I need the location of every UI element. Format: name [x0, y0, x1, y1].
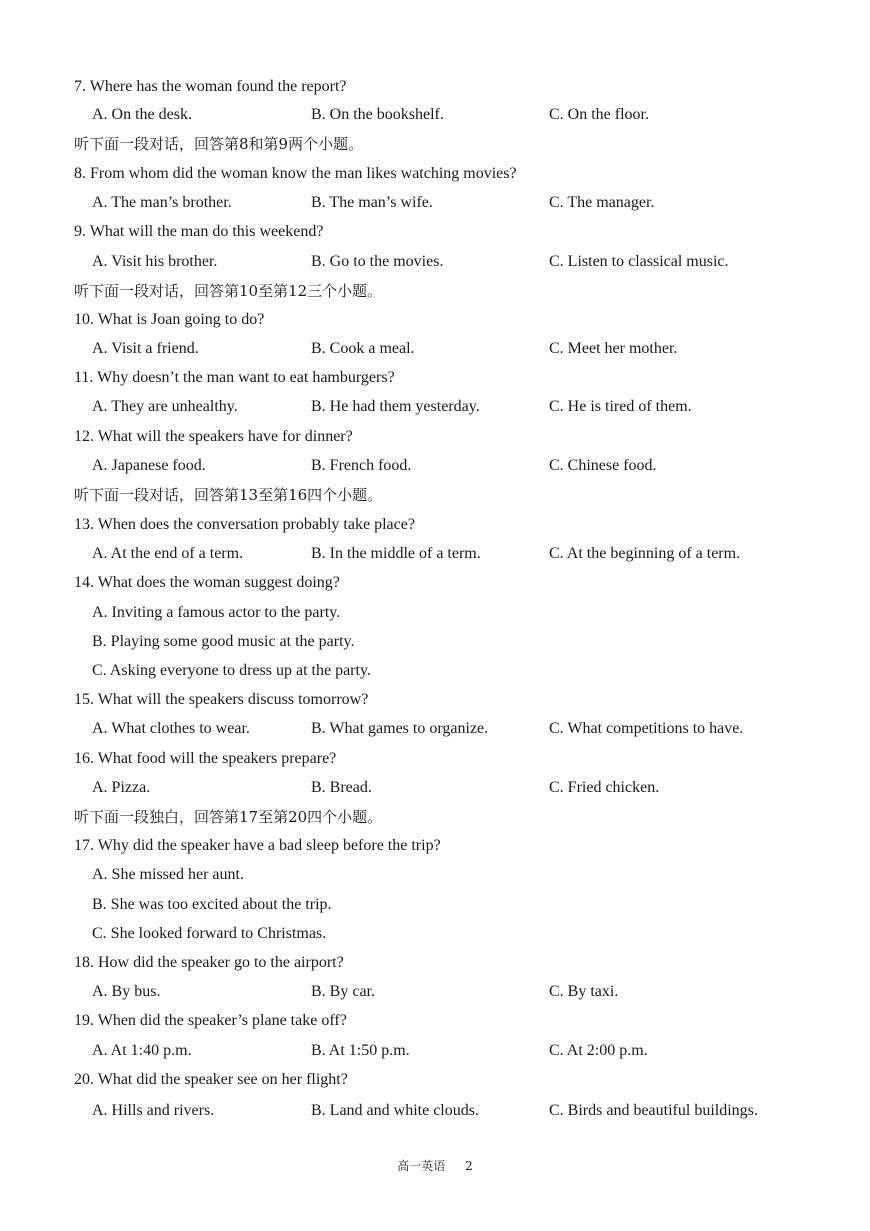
question-text: 7. Where has the woman found the report? — [74, 78, 347, 95]
answer-option-a: A. They are unhealthy. — [92, 398, 238, 415]
answer-option: A. She missed her aunt. — [92, 866, 244, 883]
answer-option-a: A. At 1:40 p.m. — [92, 1042, 192, 1059]
question-text: 9. What will the man do this weekend? — [74, 223, 324, 240]
section-instruction: 听下面一段对话，回答第13至第16四个小题。 — [74, 486, 383, 504]
section-instruction: 听下面一段对话，回答第10至第12三个小题。 — [74, 282, 383, 300]
answer-option-c: C. Fried chicken. — [549, 779, 660, 796]
question-text: 12. What will the speakers have for dinner? — [74, 428, 353, 445]
answer-option-b: B. French food. — [311, 457, 412, 474]
answer-option-a: A. The man’s brother. — [92, 194, 232, 211]
answer-option-a: A. Japanese food. — [92, 457, 206, 474]
question-text: 16. What food will the speakers prepare? — [74, 750, 337, 767]
footer-subject: 高一英语 — [397, 1159, 446, 1173]
question-text: 17. Why did the speaker have a bad sleep before the trip? — [74, 837, 441, 854]
footer-page-number: 2 — [465, 1159, 473, 1173]
answer-option-c: C. At the beginning of a term. — [549, 545, 741, 562]
question-text: 15. What will the speakers discuss tomorrow? — [74, 691, 369, 708]
answer-option-c: C. Chinese food. — [549, 457, 657, 474]
answer-option-b: B. Bread. — [311, 779, 372, 796]
answer-option-a: A. What clothes to wear. — [92, 720, 250, 737]
answer-option-b: B. On the bookshelf. — [311, 106, 444, 123]
answer-option-c: C. Meet her mother. — [549, 340, 678, 357]
question-text: 10. What is Joan going to do? — [74, 311, 265, 328]
answer-option-a: A. On the desk. — [92, 106, 192, 123]
section-instruction: 听下面一段独白，回答第17至第20四个小题。 — [74, 808, 383, 826]
section-instruction: 听下面一段对话，回答第8和第9两个小题。 — [74, 135, 364, 153]
answer-option-b: B. By car. — [311, 983, 375, 1000]
answer-option-c: C. The manager. — [549, 194, 655, 211]
question-text: 14. What does the woman suggest doing? — [74, 574, 340, 591]
page-footer — [0, 1157, 870, 1174]
answer-option-a: A. By bus. — [92, 983, 161, 1000]
answer-option: C. She looked forward to Christmas. — [92, 925, 327, 942]
question-text: 18. How did the speaker go to the airport? — [74, 954, 344, 971]
question-text: 11. Why doesn’t the man want to eat hamburgers? — [74, 369, 395, 386]
answer-option-b: B. Go to the movies. — [311, 253, 444, 270]
answer-option-b: B. He had them yesterday. — [311, 398, 480, 415]
answer-option-b: B. At 1:50 p.m. — [311, 1042, 410, 1059]
answer-option: B. She was too excited about the trip. — [92, 896, 332, 913]
answer-option-a: A. At the end of a term. — [92, 545, 244, 562]
answer-option-b: B. Land and white clouds. — [311, 1102, 479, 1119]
answer-option-b: B. In the middle of a term. — [311, 545, 481, 562]
answer-option-c: C. Birds and beautiful buildings. — [549, 1102, 758, 1119]
answer-option-a: A. Visit his brother. — [92, 253, 218, 270]
answer-option-b: B. What games to organize. — [311, 720, 489, 737]
answer-option: C. Asking everyone to dress up at the party. — [92, 662, 371, 679]
answer-option-c: C. Listen to classical music. — [549, 253, 729, 270]
answer-option: A. Inviting a famous actor to the party. — [92, 604, 341, 621]
answer-option-b: B. The man’s wife. — [311, 194, 433, 211]
question-text: 19. When did the speaker’s plane take off? — [74, 1012, 347, 1029]
question-text: 8. From whom did the woman know the man likes watching movies? — [74, 165, 517, 182]
answer-option-b: B. Cook a meal. — [311, 340, 415, 357]
answer-option-c: C. At 2:00 p.m. — [549, 1042, 648, 1059]
answer-option-c: C. He is tired of them. — [549, 398, 692, 415]
answer-option-a: A. Hills and rivers. — [92, 1102, 215, 1119]
question-text: 20. What did the speaker see on her flight? — [74, 1071, 348, 1088]
answer-option-a: A. Pizza. — [92, 779, 151, 796]
question-text: 13. When does the conversation probably take place? — [74, 516, 415, 533]
answer-option-c: C. By taxi. — [549, 983, 619, 1000]
answer-option-c: C. On the floor. — [549, 106, 649, 123]
answer-option-a: A. Visit a friend. — [92, 340, 199, 357]
answer-option-c: C. What competitions to have. — [549, 720, 744, 737]
answer-option: B. Playing some good music at the party. — [92, 633, 355, 650]
